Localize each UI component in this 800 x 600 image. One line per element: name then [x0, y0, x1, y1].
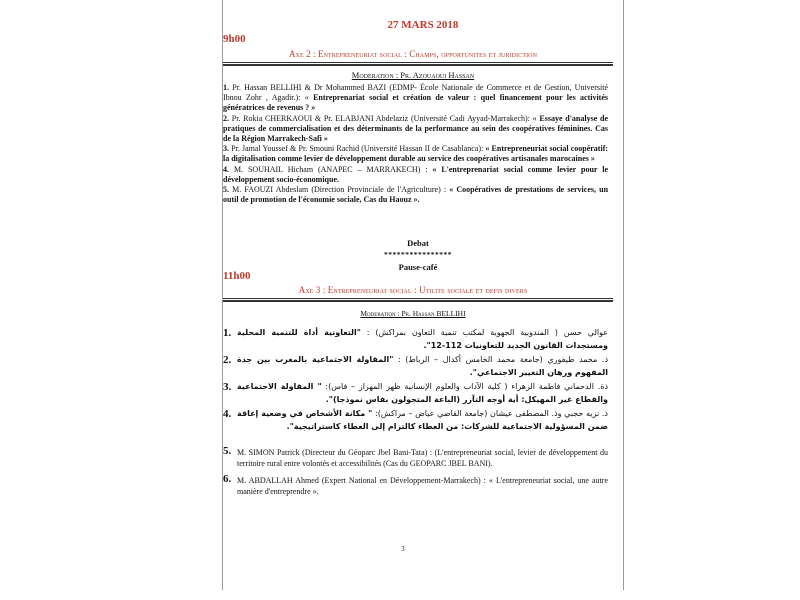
list-item: 1. عوالي حسن ( المندوبية الجهوية لمكتب تنمية التعاون بمراكش) : "التعاونية أداة للتنمية المحلية ومستجدات القانون الجديد للتعاونيات 112-12". [223, 327, 609, 350]
axis-title: Axe 3 : Entrepreneuriat social : Utilite sociale et defis divers [298, 285, 528, 295]
session-time: 9h00 [223, 33, 246, 45]
debate-label: Debat [407, 238, 429, 248]
talk-list [223, 83, 608, 205]
page-number: 3 [401, 545, 405, 553]
list-item: 2. Pr. Rokia CHERKAOUI & Pr. ELABJANI Abdelaziz (Université Cadi Ayyad-Marrakech): « Essaye d'analyse de pratiques de commercialisation et des déterminants de la performance au sein des coopératives féminines. Cas de la Région Marrakech-Safi » [223, 113, 609, 144]
moderation-line: Moderation : Pr. Azouaoui Hassan [351, 70, 475, 80]
session-time: 11h00 [223, 270, 251, 282]
document-page [223, 0, 623, 598]
divider [223, 300, 613, 302]
divider [223, 298, 613, 299]
list-item: 6. M. ABDALLAH Ahmed (Expert National en Développement-Marrakech) : « L'entrepreneuriat social, une autre manière d'entreprendre ». [223, 473, 608, 496]
divider [223, 62, 613, 63]
arabic-talk-list [223, 326, 608, 434]
list-item: 5. M. FAOUZI Abdeslam (Direction Provinciale de l'Agriculture) : « Coopératives de prestations de services, un outil de promotion de l'économie sociale, Cas du Haouz ». [223, 185, 609, 205]
separator-stars: **************** [384, 250, 452, 259]
moderation-line: Moderation : Pr. Hassan BELLIHI [360, 309, 466, 318]
list-item: 4. M. SOUHAIL Hicham (ANAPEC – MARRAKECH) : « L'entreprenariat social comme levier pour le développement socio-économique. [223, 164, 609, 184]
list-item: 2. ذ. محمد طيفوري (جامعة محمد الخامس أكدال – الرباط) : "المقاولة الاجتماعية بالمغرب بين جدة المفهوم ورهان التغيير الاجتماعي". [223, 354, 609, 377]
axis-title: Axe 2 : Entrepreneuriat social : Champs, opportunites et juridiction [288, 49, 538, 59]
list-item: 3. Pr. Jamal Youssef & Pr. Smouni Rachid (Université Hassan II de Casablanca): « Entrepreneuriat social coopératif: la digitalisation comme levier de développement durable au service des coopératives artisanales marocaines » [223, 144, 609, 164]
page-right-edge [623, 0, 624, 590]
list-item: 5. M. SIMON Patrick (Directeur du Géoparc Jbel Bani-Tata) : (L'entrepreneuriat social, levier de développement du territoire rural entre volontés et accessibilités (Cas du GEOPARC JBEL BANI). [223, 445, 608, 468]
list-item: 1. Pr. Hassan BELLIHI & Dr Mohammed BAZI (EDMP- École Nationale de Commerce et de Gestion, Université Ibnou Zohr , Agadir.): « Entreprenariat social et création de valeur : quel financement pour les activités génératrices de revenus ? » [223, 83, 609, 113]
talk-list [223, 447, 608, 503]
list-item: 4. ذ. نزيه حجبي وذ. المصطفى عيشان (جامعة القاضي عياض – مراكش): " مكانة الأشخاص في وضعية إعاقة ضمن المسؤولية الاجتماعية للشركات: من العطاء كالتزام إلى العطاء كاستراتيجية". [223, 408, 608, 431]
divider [223, 64, 613, 66]
program-date: 27 MARS 2018 [387, 19, 459, 31]
coffee-break-label: Pause-café [398, 262, 438, 272]
list-item: 3. ذة. الدحماني فاطمة الزهراء ( كلية الآداب والعلوم الإنسانية ظهر المهراز – فاس): " المقاولة الاجتماعية والقطاع غير المهيكل: أية أوجه التآزر (الباعة المتجولون بفاس نموذجا)". [223, 381, 609, 404]
